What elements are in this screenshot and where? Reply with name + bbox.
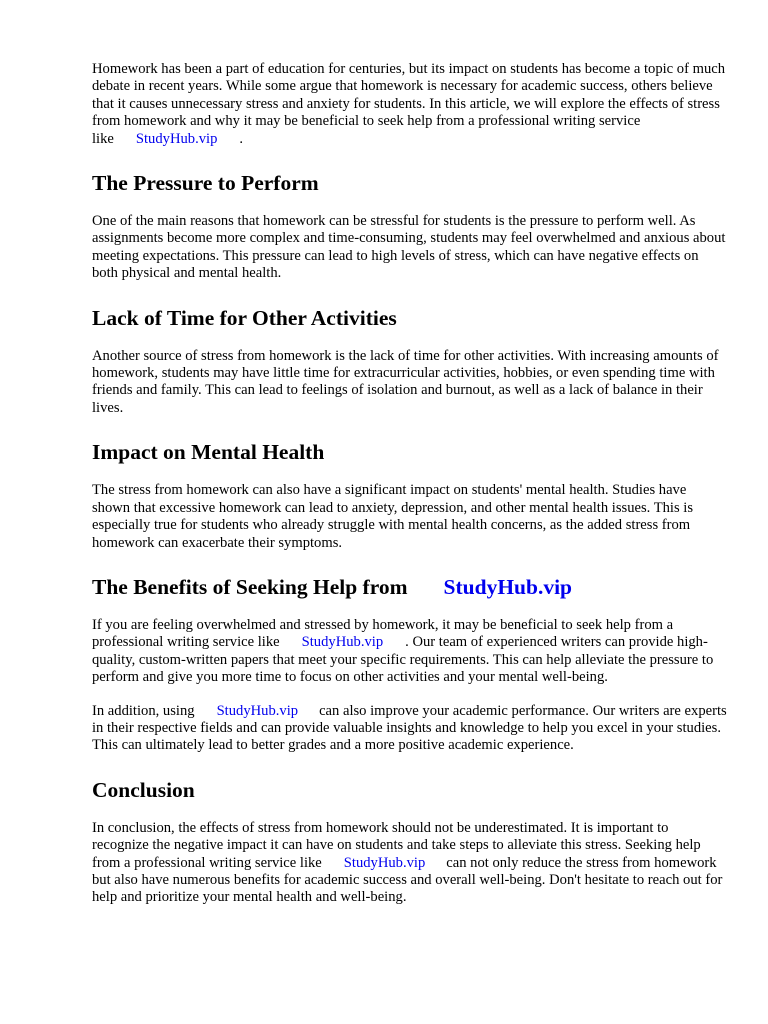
section-heading-conclusion: Conclusion xyxy=(92,777,195,802)
section-heading-lack-of-time: Lack of Time for Other Activities xyxy=(92,305,397,330)
section-heading-mental-health: Impact on Mental Health xyxy=(92,440,325,465)
benefits-paragraph-2 xyxy=(92,703,728,755)
benefits-p1-text-end: . Our team of experienced writers can provide high-quality, custom-written papers that meet your specific requirements. This can help alleviate the pressure to perform and give you more time to focus on other activities and your mental well-being. xyxy=(92,634,714,686)
intro-paragraph xyxy=(92,61,728,148)
studyhub-link[interactable]: StudyHub.vip xyxy=(135,130,218,147)
studyhub-link[interactable]: StudyHub.vip xyxy=(216,702,299,719)
studyhub-link[interactable]: StudyHub.vip xyxy=(301,634,384,651)
benefits-p2-text-end: can also improve your academic performance. Our writers are experts in their respective fields and can provide valuable insights and knowledge to help you excel in your studies. This can ultimately lead to better grades and a more positive academic experience. xyxy=(92,702,727,754)
conclusion-paragraph xyxy=(92,820,728,907)
section-heading-pressure: The Pressure to Perform xyxy=(92,171,319,196)
benefits-heading-text: The Benefits of Seeking Help from xyxy=(92,574,408,599)
benefits-paragraph-1 xyxy=(92,617,728,687)
intro-text: Homework has been a part of education for centuries, but its impact on students has become a topic of much debate in recent years. While some argue that homework is necessary for academic success, others believe that it causes unnecessary stress and anxiety for students. In this article, we will explore the effects of stress from homework and why it may be beneficial to seek help from a professional writing service like xyxy=(92,61,726,147)
conclusion-text: In conclusion, the effects of stress from homework should not be underestimated. It is important to recognize the negative impact it can have on students and take steps to alleviate this stress. Seeking help from a professional writing service like xyxy=(92,819,701,871)
benefits-p1-text: If you are feeling overwhelmed and stressed by homework, it may be beneficial to seek help from a professional writing service like xyxy=(92,616,674,651)
section-heading-benefits xyxy=(92,574,728,600)
studyhub-heading-link[interactable]: StudyHub.vip xyxy=(443,574,573,599)
section-body-mental-health: The stress from homework can also have a significant impact on students' mental health. Studies have shown that excessive homework can lead to anxiety, depression, and other mental health issues. This is especially true for students who already struggle with mental health concerns, as the added stress from homework can exacerbate their symptoms. xyxy=(92,482,694,551)
section-body-pressure: One of the main reasons that homework can be stressful for students is the pressure to perform well. As assignments become more complex and time-consuming, students may feel overwhelmed and anxious about meeting expectations. This pressure can lead to high levels of stress, which can have negative effects on both physical and mental health. xyxy=(92,213,726,282)
section-body-lack-of-time: Another source of stress from homework is the lack of time for other activities. With increasing amounts of homework, students may have little time for extracurricular activities, hobbies, or even spending time with friends and family. This can lead to feelings of isolation and burnout, as well as a lack of balance in their lives. xyxy=(92,347,719,416)
benefits-p2-text: In addition, using xyxy=(92,702,195,719)
intro-text-end: . xyxy=(239,130,244,147)
conclusion-text-end: can not only reduce the stress from homework but also have numerous benefits for academic success and overall well-being. Don't hesitate to reach out for help and prioritize your mental health and well-being. xyxy=(92,854,723,906)
studyhub-link[interactable]: StudyHub.vip xyxy=(343,854,426,871)
